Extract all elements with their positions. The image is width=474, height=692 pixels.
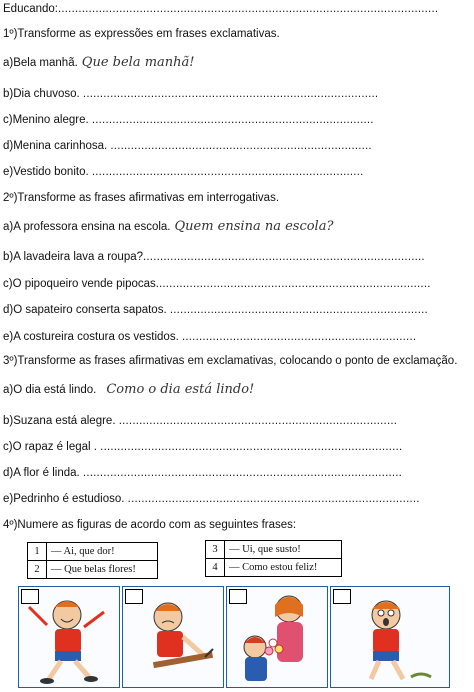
q1-item-e-text: e)Vestido bonito. xyxy=(3,166,89,178)
phrase-text: — Ui, que susto! xyxy=(225,541,342,559)
name-line[interactable] xyxy=(3,3,438,15)
q3-item-d-text: d)A flor é linda. xyxy=(3,467,80,479)
q2-title: 2º)Transforme as frases afirmativas em interrogativas. xyxy=(3,192,280,204)
phrase-number: 3 xyxy=(206,541,225,559)
phrase-row-4 xyxy=(206,559,342,577)
q1-item-d-text: d)Menina carinhosa. xyxy=(3,140,108,152)
q2-item-c[interactable] xyxy=(3,278,431,290)
q3-item-d[interactable] xyxy=(3,467,402,479)
phrase-text: — Como estou feliz! xyxy=(225,559,342,577)
q2-item-b[interactable] xyxy=(3,251,425,263)
answer-box[interactable] xyxy=(125,589,143,604)
phrases-table-right xyxy=(205,540,342,577)
q3-item-e-dots: ...................................................................................... xyxy=(127,493,420,505)
answer-box[interactable] xyxy=(21,589,39,604)
q1-item-c-text: c)Menino alegre. xyxy=(3,114,89,126)
phrase-number: 2 xyxy=(28,561,47,579)
illustration-boy-in-pain xyxy=(122,586,224,688)
answer-box[interactable] xyxy=(229,589,247,604)
q1-item-a-answer: Que bela manhã! xyxy=(81,55,195,70)
q3-item-a-text: a)O dia está lindo. xyxy=(3,384,97,396)
q2-item-d[interactable] xyxy=(3,304,428,316)
q1-item-c-dots: ................................................................................... xyxy=(91,114,374,126)
q1-item-c[interactable] xyxy=(3,114,374,126)
phrase-row-1 xyxy=(28,543,158,561)
q1-item-b-dots: ....................................................................................... xyxy=(82,88,379,100)
q2-item-c-dots: ................................................................................ xyxy=(159,278,431,290)
q2-item-c-text: c)O pipoqueiro vende pipocas. xyxy=(3,278,159,290)
q3-item-a-answer: Como o dia está lindo! xyxy=(106,382,255,397)
q1-item-d-dots: ............................................................................. xyxy=(110,140,372,152)
name-label: Educando: xyxy=(3,3,58,15)
q3-item-c[interactable] xyxy=(3,441,402,453)
q1-item-d[interactable] xyxy=(3,140,372,152)
q1-item-b-text: b)Dia chuvoso. xyxy=(3,88,80,100)
q1-item-e[interactable] xyxy=(3,166,363,178)
phrase-text: — Ai, que dor! xyxy=(47,543,158,561)
q2-item-b-dots: ................................................................................... xyxy=(143,251,425,263)
q2-item-a-answer: Quem ensina na escola? xyxy=(174,219,334,234)
q1-item-b[interactable] xyxy=(3,88,378,100)
q3-item-b-text: b)Suzana está alegre. xyxy=(3,415,116,427)
q3-item-e-text: e)Pedrinho é estudioso. xyxy=(3,493,125,505)
q2-item-d-text: d)O sapateiro conserta sapatos. xyxy=(3,304,167,316)
q3-item-c-dots: ......................................................................................... xyxy=(100,441,403,453)
answer-box[interactable] xyxy=(333,589,351,604)
q2-item-d-dots: ............................................................................ xyxy=(169,304,428,316)
q2-item-e-dots: ..................................................................... xyxy=(181,331,417,343)
q3-item-c-text: c)O rapaz é legal . xyxy=(3,441,97,453)
phrase-row-2 xyxy=(28,561,158,579)
name-dots: ................................................................................................................ xyxy=(58,3,439,15)
q2-item-b-text: b)A lavadeira lava a roupa? xyxy=(3,251,144,263)
q1-item-a-text: a)Bela manhã. xyxy=(3,57,78,69)
q3-item-b-dots: .................................................................................. xyxy=(118,415,398,427)
q3-title: 3º)Transforme as frases afirmativas em exclamativas, colocando o ponto de exclamação. xyxy=(3,355,458,367)
q2-item-a-text: a)A professora ensina na escola. xyxy=(3,221,171,233)
phrase-text: — Que belas flores! xyxy=(47,561,158,579)
q3-item-a[interactable] xyxy=(3,382,254,397)
phrase-number: 1 xyxy=(28,543,47,561)
q1-item-e-dots: ................................................................................ xyxy=(91,166,364,178)
q3-item-d-dots: .............................................................................................. xyxy=(82,467,403,479)
phrases-table-left xyxy=(27,542,158,579)
phrase-row-3 xyxy=(206,541,342,559)
illustration-scared-boy xyxy=(330,586,450,688)
phrase-number: 4 xyxy=(206,559,225,577)
q3-item-e[interactable] xyxy=(3,493,420,505)
q2-item-a[interactable] xyxy=(3,219,333,234)
q1-title: 1º)Transforme as expressões em frases exclamativas. xyxy=(3,28,280,40)
illustration-strip xyxy=(18,586,450,688)
q4-title: 4º)Numere as figuras de acordo com as seguintes frases: xyxy=(3,519,297,531)
q3-item-b[interactable] xyxy=(3,415,397,427)
q2-item-e[interactable] xyxy=(3,331,416,343)
illustration-flowers xyxy=(226,586,328,688)
q2-item-e-text: e)A costureira costura os vestidos. xyxy=(3,331,179,343)
q1-item-a[interactable] xyxy=(3,55,195,70)
illustration-happy-boy xyxy=(18,586,120,688)
